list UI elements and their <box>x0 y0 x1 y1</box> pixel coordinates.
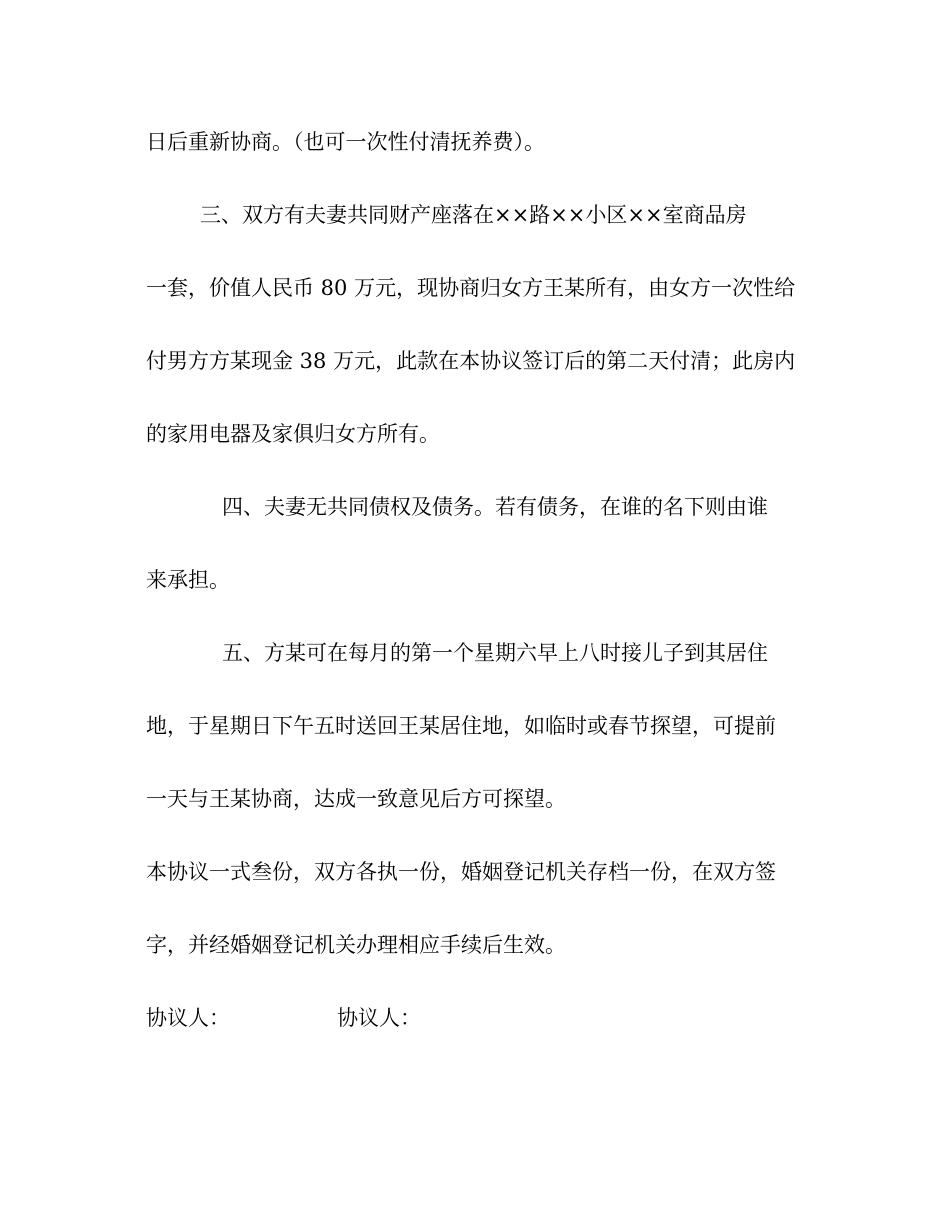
agreement-clause-line-2: 字，并经婚姻登记机关办理相应手续后生效。 <box>146 933 566 957</box>
section-five-line-2: 地，于星期日下午五时送回王某居住地，如临时或春节探望，可提前 <box>146 714 776 738</box>
section-four-line-2: 来承担。 <box>146 568 230 592</box>
section-five-heading-line: 五、方某可在每月的第一个星期六早上八时接儿子到其居住 <box>222 641 768 665</box>
paragraph-line-1: 日后重新协商。（也可一次性付清抚养费）。 <box>146 130 545 154</box>
section-three-heading-line: 三、双方有夫妻共同财产座落在××路××小区××室商品房 <box>200 203 747 227</box>
section-three-line-2: 一套，价值人民币 80 万元，现协商归女方王某所有，由女方一次性给 <box>146 276 796 300</box>
section-four-heading-line: 四、夫妻无共同债权及债务。若有债务，在谁的名下则由谁 <box>222 495 768 519</box>
section-three-line-4: 的家用电器及家俱归女方所有。 <box>146 422 440 446</box>
signature-label-right: 协议人： <box>337 1006 421 1030</box>
signature-label-left: 协议人： <box>146 1006 230 1030</box>
section-five-line-3: 一天与王某协商，达成一致意见后方可探望。 <box>146 787 566 811</box>
section-three-line-3: 付男方方某现金 38 万元，此款在本协议签订后的第二天付清；此房内 <box>146 349 796 373</box>
agreement-clause-line-1: 本协议一式叁份，双方各执一份，婚姻登记机关存档一份，在双方签 <box>146 860 776 884</box>
